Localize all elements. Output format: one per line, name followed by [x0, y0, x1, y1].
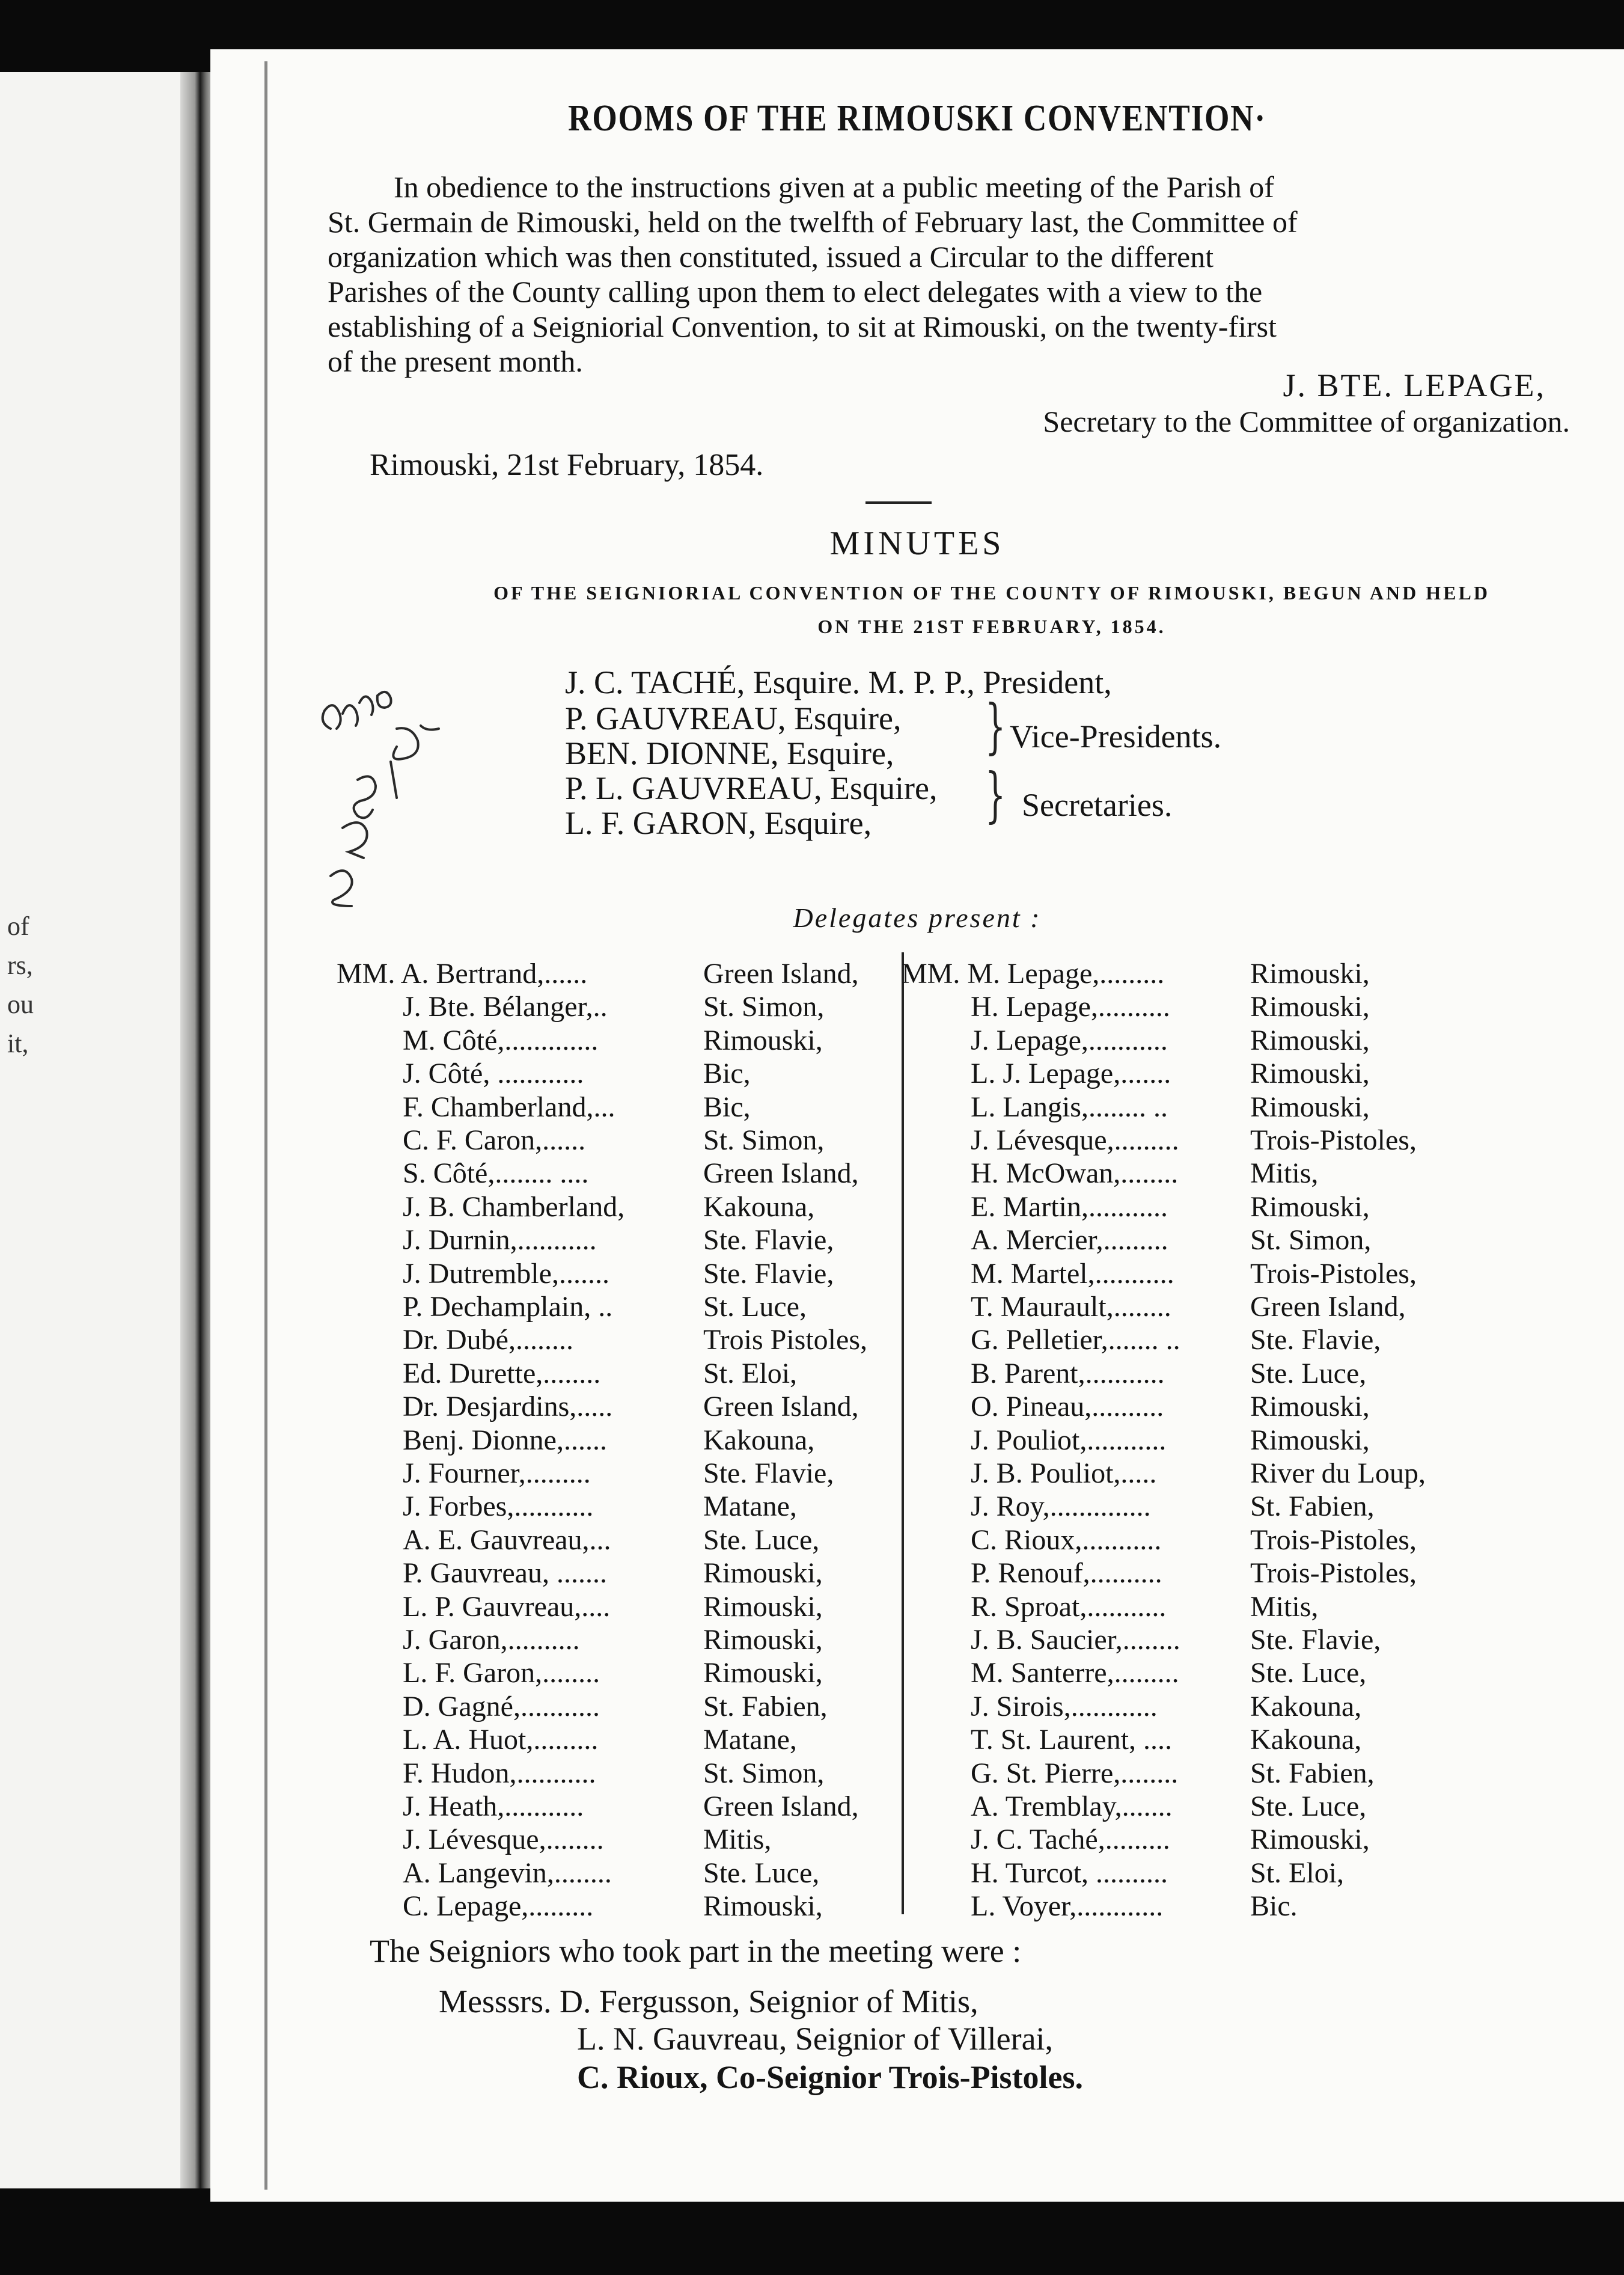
delegate-row [337, 1257, 968, 1291]
delegate-name: L. Langis,........ .. [971, 1091, 1168, 1123]
intro-line: organization which was then constituted, issued a Circular to the different [328, 240, 1214, 274]
delegate-parish: Matane, [703, 1724, 797, 1756]
delegate-row [902, 1257, 1533, 1291]
delegate-parish: Rimouski, [1250, 1823, 1370, 1856]
delegate-name: J. Fourner,......... [403, 1457, 591, 1489]
delegate-row [902, 1457, 1533, 1490]
delegate-name: E. Martin,........... [971, 1190, 1168, 1223]
delegate-name: Dr. Dubé,........ [403, 1324, 573, 1356]
delegate-parish: St. Eloi, [1250, 1857, 1345, 1889]
delegate-parish: Rimouski, [1250, 1391, 1370, 1423]
delegate-row [337, 957, 968, 991]
delegate-row [902, 1223, 1533, 1257]
delegate-parish: Mitis, [703, 1823, 772, 1856]
intro-paragraph [328, 170, 1624, 379]
prev-page-fragment: of [7, 911, 29, 941]
delegate-parish: Ste. Flavie, [703, 1224, 834, 1257]
date-line: Rimouski, 21st February, 1854. [370, 448, 764, 482]
prev-page-fragment: ou [7, 990, 34, 1019]
delegate-parish: Rimouski, [1250, 1024, 1370, 1056]
delegate-name: L. J. Lepage,....... [971, 1058, 1171, 1090]
delegate-row [902, 1424, 1533, 1457]
officer-secretary: P. L. GAUVREAU, Esquire, [565, 770, 938, 806]
delegate-name: G. Pelletier,....... .. [971, 1324, 1180, 1356]
delegate-row [337, 1357, 968, 1391]
delegate-row [337, 1690, 968, 1724]
delegate-row [337, 990, 968, 1024]
delegate-row [337, 1390, 968, 1424]
delegate-row [902, 990, 1533, 1024]
signer-role: Secretary to the Committee of organization. [1043, 405, 1570, 438]
delegate-row [902, 957, 1533, 991]
delegate-parish: Bic, [703, 1058, 751, 1090]
secretaries-label: Secretaries. [1022, 787, 1173, 823]
delegate-row [337, 1190, 968, 1224]
seignior-line: L. N. Gauvreau, Seignior of Villerai, [577, 2021, 1054, 2057]
delegate-parish: Bic, [703, 1091, 751, 1123]
prev-page-fragment: rs, [7, 951, 33, 980]
delegate-name: P. Renouf,.......... [971, 1557, 1162, 1590]
officer-president: J. C. TACHÉ, Esquire. M. P. P., President, [565, 664, 1112, 700]
delegate-parish: St. Luce, [703, 1291, 807, 1323]
delegate-parish: St. Fabien, [703, 1690, 828, 1722]
delegate-parish: Rimouski, [703, 1557, 823, 1590]
previous-page-edge [0, 72, 204, 2188]
delegate-name: A. Mercier,......... [971, 1224, 1168, 1257]
delegate-name: C. Rioux,........... [971, 1523, 1162, 1556]
delegate-parish: Rimouski, [703, 1657, 823, 1689]
delegate-name: H. McOwan,........ [971, 1157, 1179, 1190]
delegate-name: F. Hudon,........... [403, 1757, 596, 1789]
minutes-subheading [331, 576, 1624, 643]
delegate-parish: River du Loup, [1250, 1457, 1426, 1489]
vice-presidents-label: Vice-Presidents. [1010, 718, 1222, 755]
delegate-parish: Mitis, [1250, 1590, 1319, 1623]
delegate-row [902, 1390, 1533, 1424]
delegate-name: P. Dechamplain, .. [403, 1291, 613, 1323]
delegate-name: D. Gagné,........... [403, 1690, 600, 1722]
delegate-parish: Rimouski, [1250, 1091, 1370, 1123]
delegate-parish: Rimouski, [1250, 991, 1370, 1023]
delegate-parish: Green Island, [703, 1790, 859, 1822]
delegate-parish: Bic. [1250, 1890, 1298, 1923]
delegate-name: J. Lévesque,........ [403, 1823, 604, 1856]
delegate-name: J. Côté, ............ [403, 1058, 584, 1090]
delegate-name: J. Dutremble,....... [403, 1257, 609, 1290]
delegate-parish: Ste. Luce, [1250, 1790, 1367, 1822]
delegate-name: C. F. Caron,...... [403, 1124, 586, 1156]
officer-vice-president: BEN. DIONNE, Esquire, [565, 735, 894, 771]
delegate-name: A. E. Gauvreau,... [403, 1523, 611, 1556]
delegate-row [902, 1190, 1533, 1224]
delegate-name: J. Forbes,........... [403, 1490, 594, 1523]
delegate-name: S. Côté,........ .... [403, 1157, 589, 1190]
delegate-row [337, 1424, 968, 1457]
delegate-name: L. F. Garon,........ [403, 1657, 600, 1689]
delegate-row [902, 1357, 1533, 1391]
minutes-heading: MINUTES [829, 525, 1005, 562]
delegate-row [337, 1490, 968, 1523]
handwritten-annotation [307, 672, 445, 924]
delegate-row [902, 1157, 1533, 1190]
delegate-row [902, 1490, 1533, 1523]
delegate-parish: St. Fabien, [1250, 1757, 1375, 1789]
delegate-name: B. Parent,........... [971, 1357, 1165, 1389]
delegate-parish: Trois-Pistoles, [1250, 1523, 1417, 1556]
delegate-name: Ed. Durette,........ [403, 1357, 601, 1389]
delegate-row [902, 1723, 1533, 1757]
officer-vice-president: P. GAUVREAU, Esquire, [565, 700, 902, 736]
delegate-row [337, 1723, 968, 1757]
delegate-parish: Ste. Luce, [703, 1523, 820, 1556]
delegate-name: J. Lepage,........... [971, 1024, 1168, 1056]
delegate-name: MM. A. Bertrand,...... [337, 958, 588, 990]
delegate-row [337, 1857, 968, 1890]
delegate-row [337, 1323, 968, 1357]
delegate-name: J. Heath,........... [403, 1790, 584, 1822]
delegate-parish: Rimouski, [1250, 1424, 1370, 1456]
delegate-parish: St. Simon, [1250, 1224, 1372, 1257]
delegate-name: M. Santerre,......... [971, 1657, 1179, 1689]
delegate-parish: Rimouski, [703, 1024, 823, 1056]
delegate-parish: St. Simon, [703, 991, 825, 1023]
delegate-name: J. B. Pouliot,..... [971, 1457, 1157, 1489]
delegate-row [902, 1557, 1533, 1590]
seignior-line: C. Rioux, Co-Seignior Trois-Pistoles. [577, 2059, 1084, 2095]
delegate-name: H. Lepage,.......... [971, 991, 1170, 1023]
intro-line: St. Germain de Rimouski, held on the twelfth of February last, the Committee of [328, 205, 1298, 239]
delegate-parish: Ste. Flavie, [703, 1457, 834, 1489]
delegate-row [902, 1623, 1533, 1657]
seignior-line: Messsrs. D. Fergusson, Seignior of Mitis, [439, 1983, 978, 2019]
delegate-name: P. Gauvreau, ....... [403, 1557, 607, 1590]
delegate-row [337, 1823, 968, 1857]
delegate-parish: Rimouski, [1250, 958, 1370, 990]
delegate-parish: Green Island, [703, 1157, 859, 1190]
delegate-name: L. P. Gauvreau,.... [403, 1590, 611, 1623]
delegate-name: T. St. Laurent, .... [971, 1724, 1173, 1756]
delegate-name: J. Pouliot,........... [971, 1424, 1167, 1456]
delegate-row [902, 1523, 1533, 1557]
delegate-parish: Mitis, [1250, 1157, 1319, 1190]
delegate-parish: St. Eloi, [703, 1357, 798, 1389]
delegate-parish: Ste. Luce, [1250, 1657, 1367, 1689]
delegate-parish: Green Island, [703, 958, 859, 990]
minutes-subheading-line: OF THE SEIGNIORIAL CONVENTION OF THE COUNTY OF RIMOUSKI, BEGUN AND HELD [493, 582, 1490, 604]
delegate-row [902, 1757, 1533, 1790]
delegate-row [337, 1623, 968, 1657]
delegate-name: J. Durnin,........... [403, 1224, 597, 1257]
delegate-name: Dr. Desjardins,..... [403, 1391, 613, 1423]
delegate-row [337, 1523, 968, 1557]
delegate-name: M. Martel,........... [971, 1257, 1174, 1290]
intro-line: establishing of a Seigniorial Convention, to sit at Rimouski, on the twenty-first [328, 310, 1277, 343]
delegate-name: R. Sproat,........... [971, 1590, 1167, 1623]
delegate-name: G. St. Pierre,........ [971, 1757, 1179, 1789]
delegate-name: J. Sirois,............ [971, 1690, 1158, 1722]
delegate-name: Benj. Dionne,...... [403, 1424, 607, 1456]
delegate-parish: Rimouski, [703, 1890, 823, 1923]
delegate-name: F. Chamberland,... [403, 1091, 615, 1123]
delegate-row [902, 1323, 1533, 1357]
delegate-name: O. Pineau,.......... [971, 1391, 1164, 1423]
delegate-name: A. Tremblay,....... [971, 1790, 1173, 1822]
delegate-name: MM. M. Lepage,......... [902, 958, 1165, 990]
delegate-row [902, 1057, 1533, 1091]
document-page [210, 49, 1624, 2202]
section-divider [865, 501, 932, 504]
delegate-parish: Trois-Pistoles, [1250, 1257, 1417, 1290]
delegate-name: J. Garon,.......... [403, 1624, 580, 1656]
delegate-parish: Trois-Pistoles, [1250, 1557, 1417, 1590]
delegate-parish: Ste. Luce, [1250, 1357, 1367, 1389]
intro-line: Parishes of the County calling upon them to elect delegates with a view to the [328, 275, 1263, 308]
delegate-name: J. Lévesque,......... [971, 1124, 1179, 1156]
delegate-parish: Ste. Flavie, [1250, 1624, 1381, 1656]
brace-icon: } [985, 761, 1006, 830]
delegate-name: C. Lepage,......... [403, 1890, 594, 1923]
delegate-row [902, 1290, 1533, 1324]
delegate-row [337, 1223, 968, 1257]
delegate-parish: Rimouski, [1250, 1190, 1370, 1223]
delegate-parish: Ste. Flavie, [703, 1257, 834, 1290]
delegate-name: J. B. Chamberland, [403, 1190, 625, 1223]
prev-page-fragment: it, [7, 1029, 29, 1058]
delegate-parish: Green Island, [1250, 1291, 1406, 1323]
delegate-row [337, 1557, 968, 1590]
delegate-row [902, 1124, 1533, 1157]
minutes-subheading-line: ON THE 21ST FEBRUARY, 1854. [817, 616, 1166, 637]
delegate-row [337, 1091, 968, 1124]
delegate-parish: St. Simon, [703, 1124, 825, 1156]
delegate-name: L. A. Huot,......... [403, 1724, 599, 1756]
delegate-row [337, 1590, 968, 1624]
delegate-row [337, 1057, 968, 1091]
delegate-row [902, 1890, 1533, 1923]
intro-line: In obedience to the instructions given at a public meeting of the Parish of [394, 170, 1274, 204]
delegate-name: A. Langevin,........ [403, 1857, 612, 1889]
delegate-parish: Trois-Pistoles, [1250, 1124, 1417, 1156]
delegate-name: J. Roy,.............. [971, 1490, 1151, 1523]
delegate-parish: Ste. Flavie, [1250, 1324, 1381, 1356]
delegate-name: H. Turcot, .......... [971, 1857, 1168, 1889]
delegate-parish: Kakouna, [703, 1190, 815, 1223]
delegate-row [902, 1590, 1533, 1624]
delegate-row [902, 1690, 1533, 1724]
delegate-row [902, 1790, 1533, 1823]
delegate-name: J. Bte. Bélanger,.. [403, 991, 608, 1023]
delegate-name: J. C. Taché,......... [971, 1823, 1170, 1856]
delegate-name: L. Voyer,............ [971, 1890, 1164, 1923]
delegate-parish: St. Simon, [703, 1757, 825, 1789]
delegate-row [902, 1024, 1533, 1058]
delegate-row [337, 1024, 968, 1058]
delegate-parish: Kakouna, [1250, 1690, 1362, 1722]
delegate-parish: Trois Pistoles, [703, 1324, 867, 1356]
seigniors-heading: The Seigniors who took part in the meeting were : [370, 1933, 1022, 1969]
delegate-parish: Rimouski, [703, 1624, 823, 1656]
delegate-name: M. Côté,............. [403, 1024, 599, 1056]
delegate-parish: Kakouna, [703, 1424, 815, 1456]
intro-line: of the present month. [328, 344, 583, 378]
delegate-parish: Green Island, [703, 1391, 859, 1423]
delegate-row [902, 1823, 1533, 1857]
delegate-row [337, 1157, 968, 1190]
brace-icon: } [985, 693, 1006, 761]
margin-rule [264, 61, 267, 2190]
delegate-row [902, 1656, 1533, 1690]
delegate-row [337, 1290, 968, 1324]
officer-secretary: L. F. GARON, Esquire, [565, 805, 872, 841]
delegate-row [902, 1091, 1533, 1124]
delegate-name: J. B. Saucier,........ [971, 1624, 1180, 1656]
delegate-row [337, 1656, 968, 1690]
delegate-row [337, 1790, 968, 1823]
delegate-parish: St. Fabien, [1250, 1490, 1375, 1523]
delegate-row [337, 1890, 968, 1923]
delegate-row [902, 1857, 1533, 1890]
delegate-name: T. Maurault,........ [971, 1291, 1171, 1323]
delegate-row [337, 1124, 968, 1157]
delegate-parish: Matane, [703, 1490, 797, 1523]
delegate-parish: Rimouski, [703, 1590, 823, 1623]
signer-name: J. BTE. LEPAGE, [1283, 367, 1546, 403]
delegate-parish: Rimouski, [1250, 1058, 1370, 1090]
page-title: ROOMS OF THE RIMOUSKI CONVENTION· [568, 98, 1266, 139]
delegate-parish: Kakouna, [1250, 1724, 1362, 1756]
delegate-row [337, 1757, 968, 1790]
delegate-row [337, 1457, 968, 1490]
delegates-heading: Delegates present : [793, 902, 1042, 933]
delegate-parish: Ste. Luce, [703, 1857, 820, 1889]
